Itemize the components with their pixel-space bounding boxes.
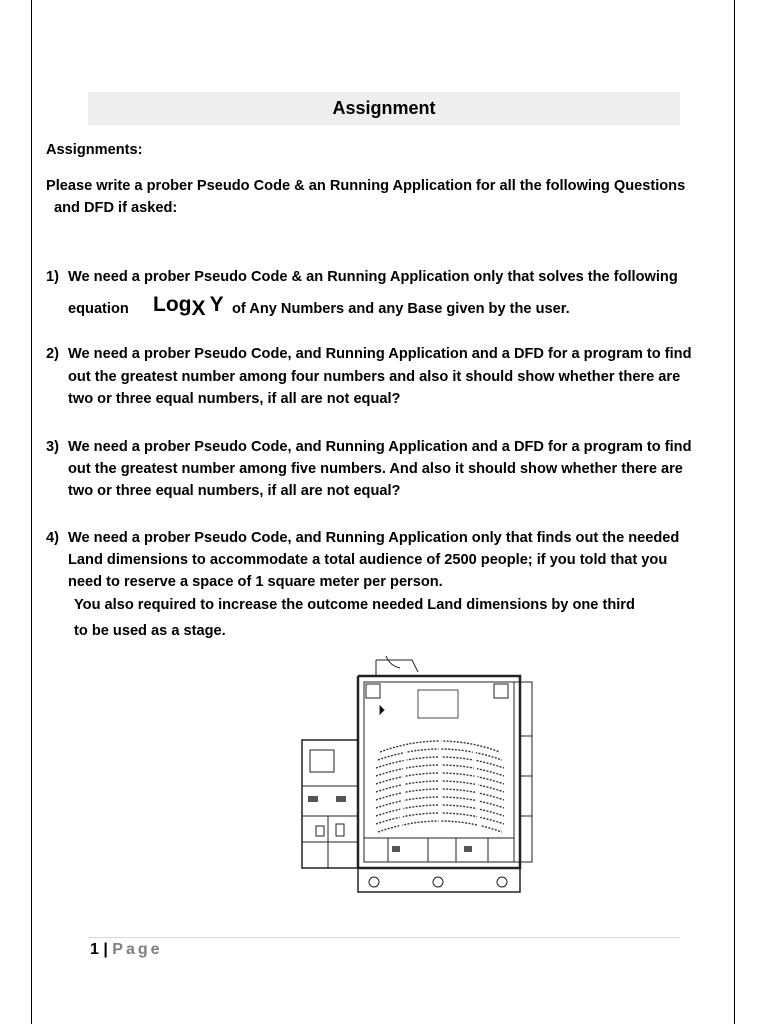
question-3-line-2: out the greatest number among five numbers. And also it should show whether there are bbox=[68, 461, 683, 477]
question-3-line-3: two or three equal numbers, if all are not equal? bbox=[68, 483, 401, 499]
question-4-line-3: need to reserve a space of 1 square meter per person. bbox=[68, 574, 443, 590]
log-base: X bbox=[191, 296, 206, 320]
question-4-line-2: Land dimensions to accommodate a total audience of 2500 people; if you told that you bbox=[68, 552, 668, 568]
page-number: 1 bbox=[90, 941, 99, 958]
assignments-heading: Assignments: bbox=[46, 142, 143, 158]
question-2-number: 2) bbox=[46, 346, 59, 362]
question-4-line-5: to be used as a stage. bbox=[74, 623, 226, 639]
question-2-line-3: two or three equal numbers, if all are not equal? bbox=[68, 391, 401, 407]
question-2-line-2: out the greatest number among four numbers and also it should show whether there are bbox=[68, 369, 681, 385]
question-4-line-1: We need a prober Pseudo Code, and Running Application only that finds out the needed bbox=[68, 530, 680, 546]
page-label: Page bbox=[112, 941, 163, 958]
question-1-line-1: We need a prober Pseudo Code & an Running Application only that solves the following bbox=[68, 269, 678, 285]
question-1-number: 1) bbox=[46, 269, 59, 285]
question-3-number: 3) bbox=[46, 439, 59, 455]
question-2-line-1: We need a prober Pseudo Code, and Running Application and a DFD for a program to find bbox=[68, 346, 692, 362]
page-footer bbox=[90, 939, 163, 961]
page-title: Assignment bbox=[88, 92, 680, 125]
intro-line-1: Please write a prober Pseudo Code & an Running Application for all the following Questions bbox=[46, 178, 686, 194]
question-1-equation-suffix: of Any Numbers and any Base given by the user. bbox=[232, 301, 570, 317]
auditorium-floor-plan bbox=[288, 656, 536, 896]
log-argument: Y bbox=[209, 293, 224, 316]
footer-separator: | bbox=[103, 941, 108, 958]
question-4-number: 4) bbox=[46, 530, 59, 546]
question-3-line-1: We need a prober Pseudo Code, and Running Application and a DFD for a program to find bbox=[68, 439, 692, 455]
intro-line-2: and DFD if asked: bbox=[54, 200, 178, 216]
question-1-equation-prefix: equation bbox=[68, 301, 129, 317]
footer-divider bbox=[88, 937, 680, 938]
question-4-line-4: You also required to increase the outcome needed Land dimensions by one third bbox=[74, 597, 635, 613]
log-formula: Log$_X$ Y bbox=[153, 293, 224, 320]
